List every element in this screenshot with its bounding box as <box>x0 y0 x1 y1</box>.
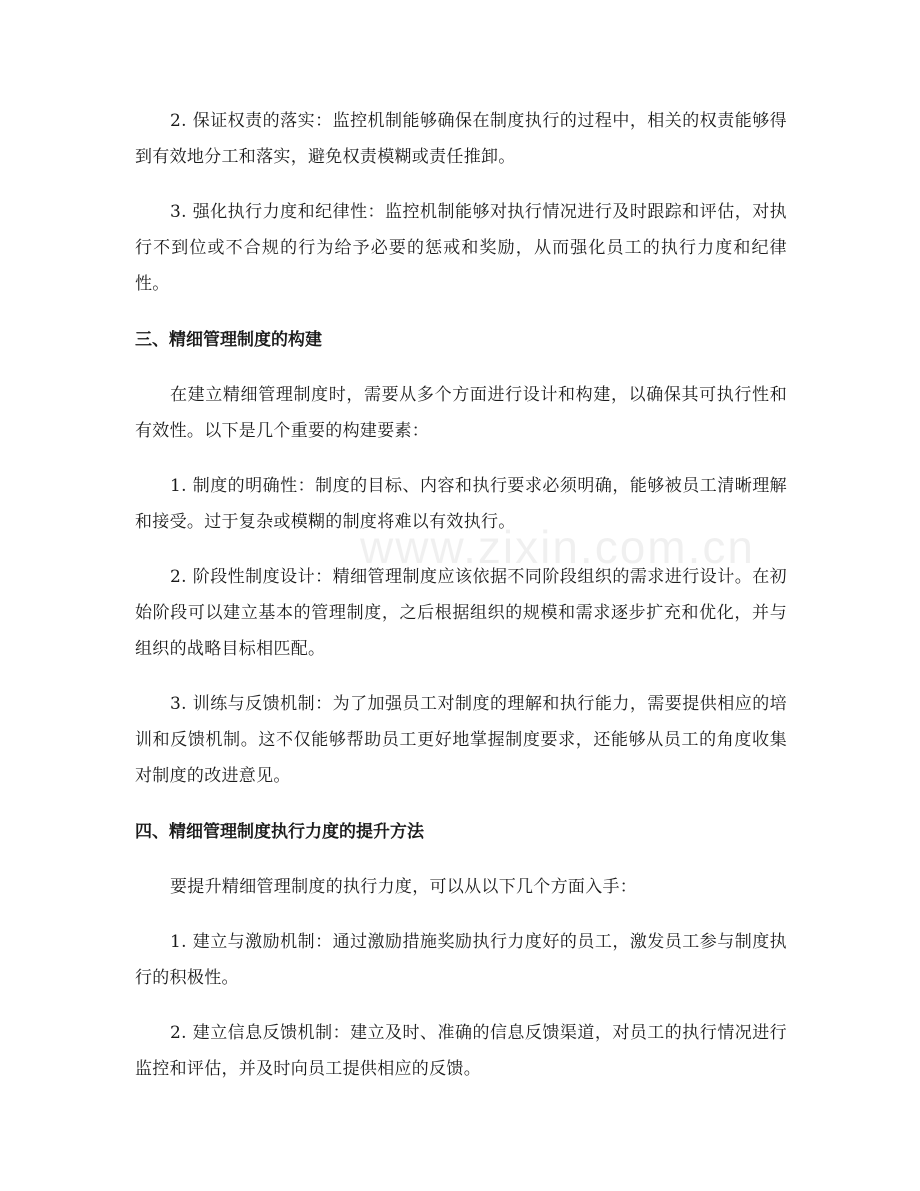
paragraph: 2. 建立信息反馈机制：建立及时、准确的信息反馈渠道，对员工的执行情况进行监控和评估，并及时向员工提供相应的反馈。 <box>135 1023 787 1079</box>
section-heading: 三、精细管理制度的构建 <box>135 330 322 350</box>
paragraph: 要提升精细管理制度的执行力度，可以从以下几个方面入手： <box>170 877 638 897</box>
paragraph: 2. 保证权责的落实：监控机制能够确保在制度执行的过程中，相关的权责能够得到有效地分工和落实，避免权责模糊或责任推卸。 <box>135 111 787 167</box>
paragraph: 3. 强化执行力度和纪律性：监控机制能够对执行情况进行及时跟踪和评估，对执行不到位或不合规的行为给予必要的惩戒和奖励，从而强化员工的执行力度和纪律性。 <box>135 202 787 294</box>
document-body <box>135 103 787 1106</box>
paragraph: 3. 训练与反馈机制：为了加强员工对制度的理解和执行能力，需要提供相应的培训和反馈机制。这不仅能够帮助员工更好地掌握制度要求，还能够从员工的角度收集对制度的改进意见。 <box>135 694 787 786</box>
paragraph: 在建立精细管理制度时，需要从多个方面进行设计和构建，以确保其可执行性和有效性。以下是几个重要的构建要素： <box>135 385 787 441</box>
paragraph: 2. 阶段性制度设计：精细管理制度应该依据不同阶段组织的需求进行设计。在初始阶段可以建立基本的管理制度，之后根据组织的规模和需求逐步扩充和优化，并与组织的战略目标相匹配。 <box>135 567 787 659</box>
paragraph: 1. 建立与激励机制：通过激励措施奖励执行力度好的员工，激发员工参与制度执行的积极性。 <box>135 932 787 988</box>
watermark: www.zixin.com.cn <box>360 521 755 573</box>
section-heading: 四、精细管理制度执行力度的提升方法 <box>135 822 424 842</box>
paragraph: 1. 制度的明确性：制度的目标、内容和执行要求必须明确，能够被员工清晰理解和接受。过于复杂或模糊的制度将难以有效执行。 <box>135 476 787 532</box>
